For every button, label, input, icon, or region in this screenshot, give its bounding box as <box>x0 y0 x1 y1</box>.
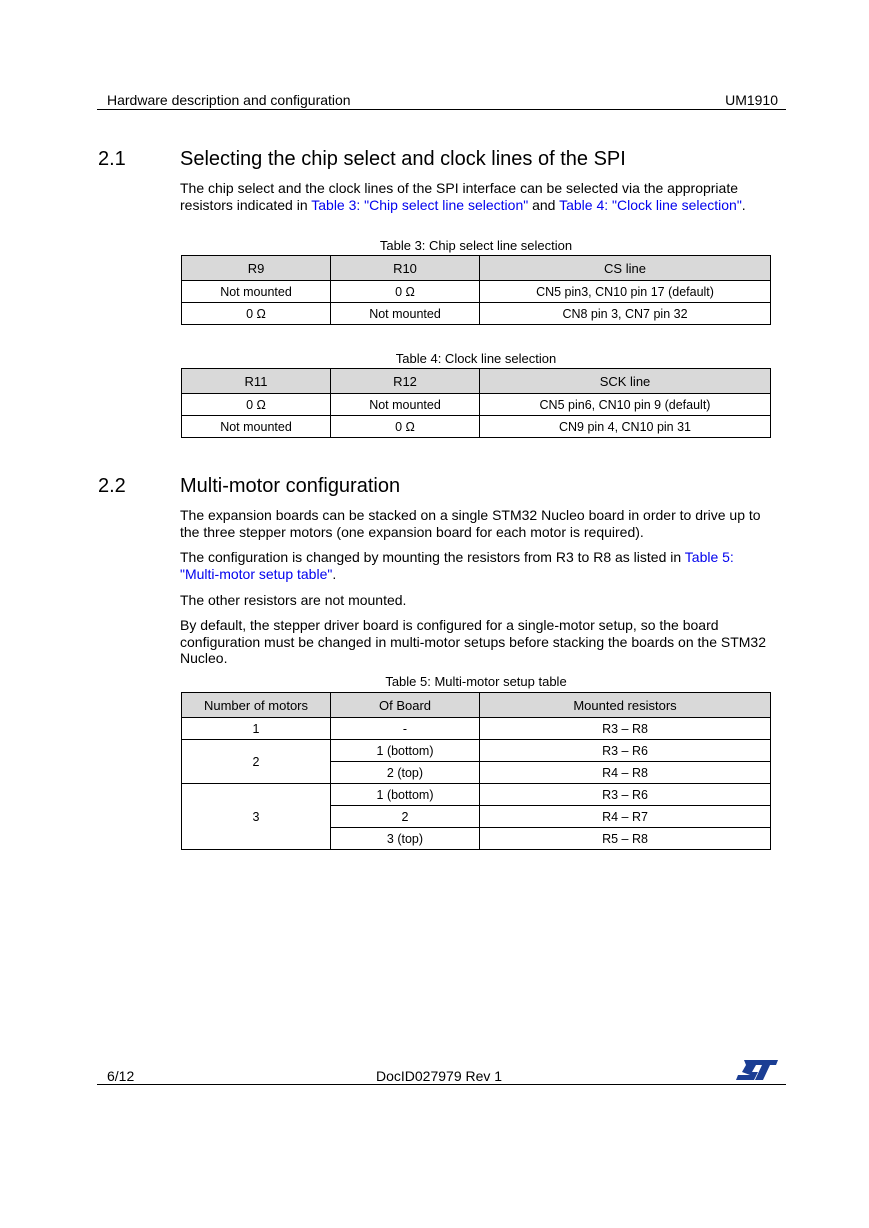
header-title: Hardware description and configuration <box>107 92 351 108</box>
link-table-3[interactable]: Table 3: "Chip select line selection" <box>311 196 529 213</box>
section-number: 2.1 <box>98 148 126 170</box>
table-cell: Not mounted <box>331 303 480 325</box>
section-number: 2.2 <box>98 475 126 497</box>
table-row <box>182 718 771 740</box>
table-row <box>182 281 771 303</box>
table-cell: R5 – R8 <box>480 828 771 850</box>
column-header: CS line <box>480 256 771 281</box>
table-cell: 2 <box>331 806 480 828</box>
table-cell: 0 Ω <box>331 416 480 438</box>
table-row <box>182 784 771 806</box>
column-header: R11 <box>182 369 331 394</box>
table-caption: Table 4: Clock line selection <box>395 351 557 366</box>
link-table-5[interactable]: Table 5: "Multi-motor setup table" <box>180 549 734 582</box>
table-cell: 2 <box>182 740 331 784</box>
table-cell: 1 (bottom) <box>331 784 480 806</box>
table-cell: R3 – R6 <box>480 784 771 806</box>
table-cell: 0 Ω <box>331 281 480 303</box>
table-caption: Table 5: Multi-motor setup table <box>385 674 567 689</box>
footer-divider <box>97 1084 786 1085</box>
paragraph: The expansion boards can be stacked on a single STM32 Nucleo board in order to drive up to the three stepper motors (one expansion board for each motor is required). <box>180 507 761 540</box>
table-row <box>182 394 771 416</box>
link-table-4[interactable]: Table 4: "Clock line selection" <box>559 196 742 213</box>
table-cell: CN5 pin6, CN10 pin 9 (default) <box>480 394 771 416</box>
section-title: Multi-motor configuration <box>180 475 401 497</box>
text-run: The chip select and the clock lines of the SPI interface can be selected via the appropriate resistors indicated in <box>180 180 738 213</box>
table-cell: 3 (top) <box>331 828 480 850</box>
table-cell: R3 – R8 <box>480 718 771 740</box>
table-cell: CN9 pin 4, CN10 pin 31 <box>480 416 771 438</box>
column-header: Mounted resistors <box>480 693 771 718</box>
table-cell: R4 – R7 <box>480 806 771 828</box>
table-cell: 1 <box>182 718 331 740</box>
table-header-row <box>182 693 771 718</box>
paragraph: By default, the stepper driver board is configured for a single-motor setup, so the board configuration must be changed in multi-motor setups before stacking the boards on the STM32 Nucleo. <box>180 617 766 666</box>
header-doc-id: UM1910 <box>725 92 778 108</box>
table-cell: Not mounted <box>182 281 331 303</box>
table-row <box>182 416 771 438</box>
paragraph <box>180 180 774 213</box>
doc-revision: DocID027979 Rev 1 <box>376 1068 503 1084</box>
column-header: R12 <box>331 369 480 394</box>
table-cell: - <box>331 718 480 740</box>
text-run: . <box>332 565 337 582</box>
table-cell: R4 – R8 <box>480 762 771 784</box>
table-row <box>182 740 771 762</box>
table-row <box>182 303 771 325</box>
table-cell: R3 – R6 <box>480 740 771 762</box>
table-clock-select <box>181 368 771 438</box>
column-header: R9 <box>182 256 331 281</box>
table-caption: Table 3: Chip select line selection <box>379 238 573 253</box>
section-title: Selecting the chip select and clock lines of the SPI <box>180 148 626 170</box>
column-header: SCK line <box>480 369 771 394</box>
table-cell: 3 <box>182 784 331 850</box>
table-cell: 2 (top) <box>331 762 480 784</box>
table-header-row <box>182 256 771 281</box>
text-run: The configuration is changed by mounting the resistors from R3 to R8 as listed in <box>180 549 685 565</box>
text-run: and <box>528 196 560 213</box>
table-cell: Not mounted <box>182 416 331 438</box>
column-header: Number of motors <box>182 693 331 718</box>
table-header-row <box>182 369 771 394</box>
table-cell: CN8 pin 3, CN7 pin 32 <box>480 303 771 325</box>
table-cell: CN5 pin3, CN10 pin 17 (default) <box>480 281 771 303</box>
table-cell: 0 Ω <box>182 394 331 416</box>
table-chip-select <box>181 255 771 325</box>
table-multi-motor <box>181 692 771 850</box>
st-logo-icon <box>736 1058 778 1082</box>
table-cell: 0 Ω <box>182 303 331 325</box>
paragraph: The other resistors are not mounted. <box>180 592 407 608</box>
column-header: Of Board <box>331 693 480 718</box>
header-divider <box>97 109 786 110</box>
page-number: 6/12 <box>107 1068 135 1084</box>
table-cell: Not mounted <box>331 394 480 416</box>
column-header: R10 <box>331 256 480 281</box>
table-cell: 1 (bottom) <box>331 740 480 762</box>
text-run: . <box>741 196 746 213</box>
paragraph <box>180 549 774 582</box>
